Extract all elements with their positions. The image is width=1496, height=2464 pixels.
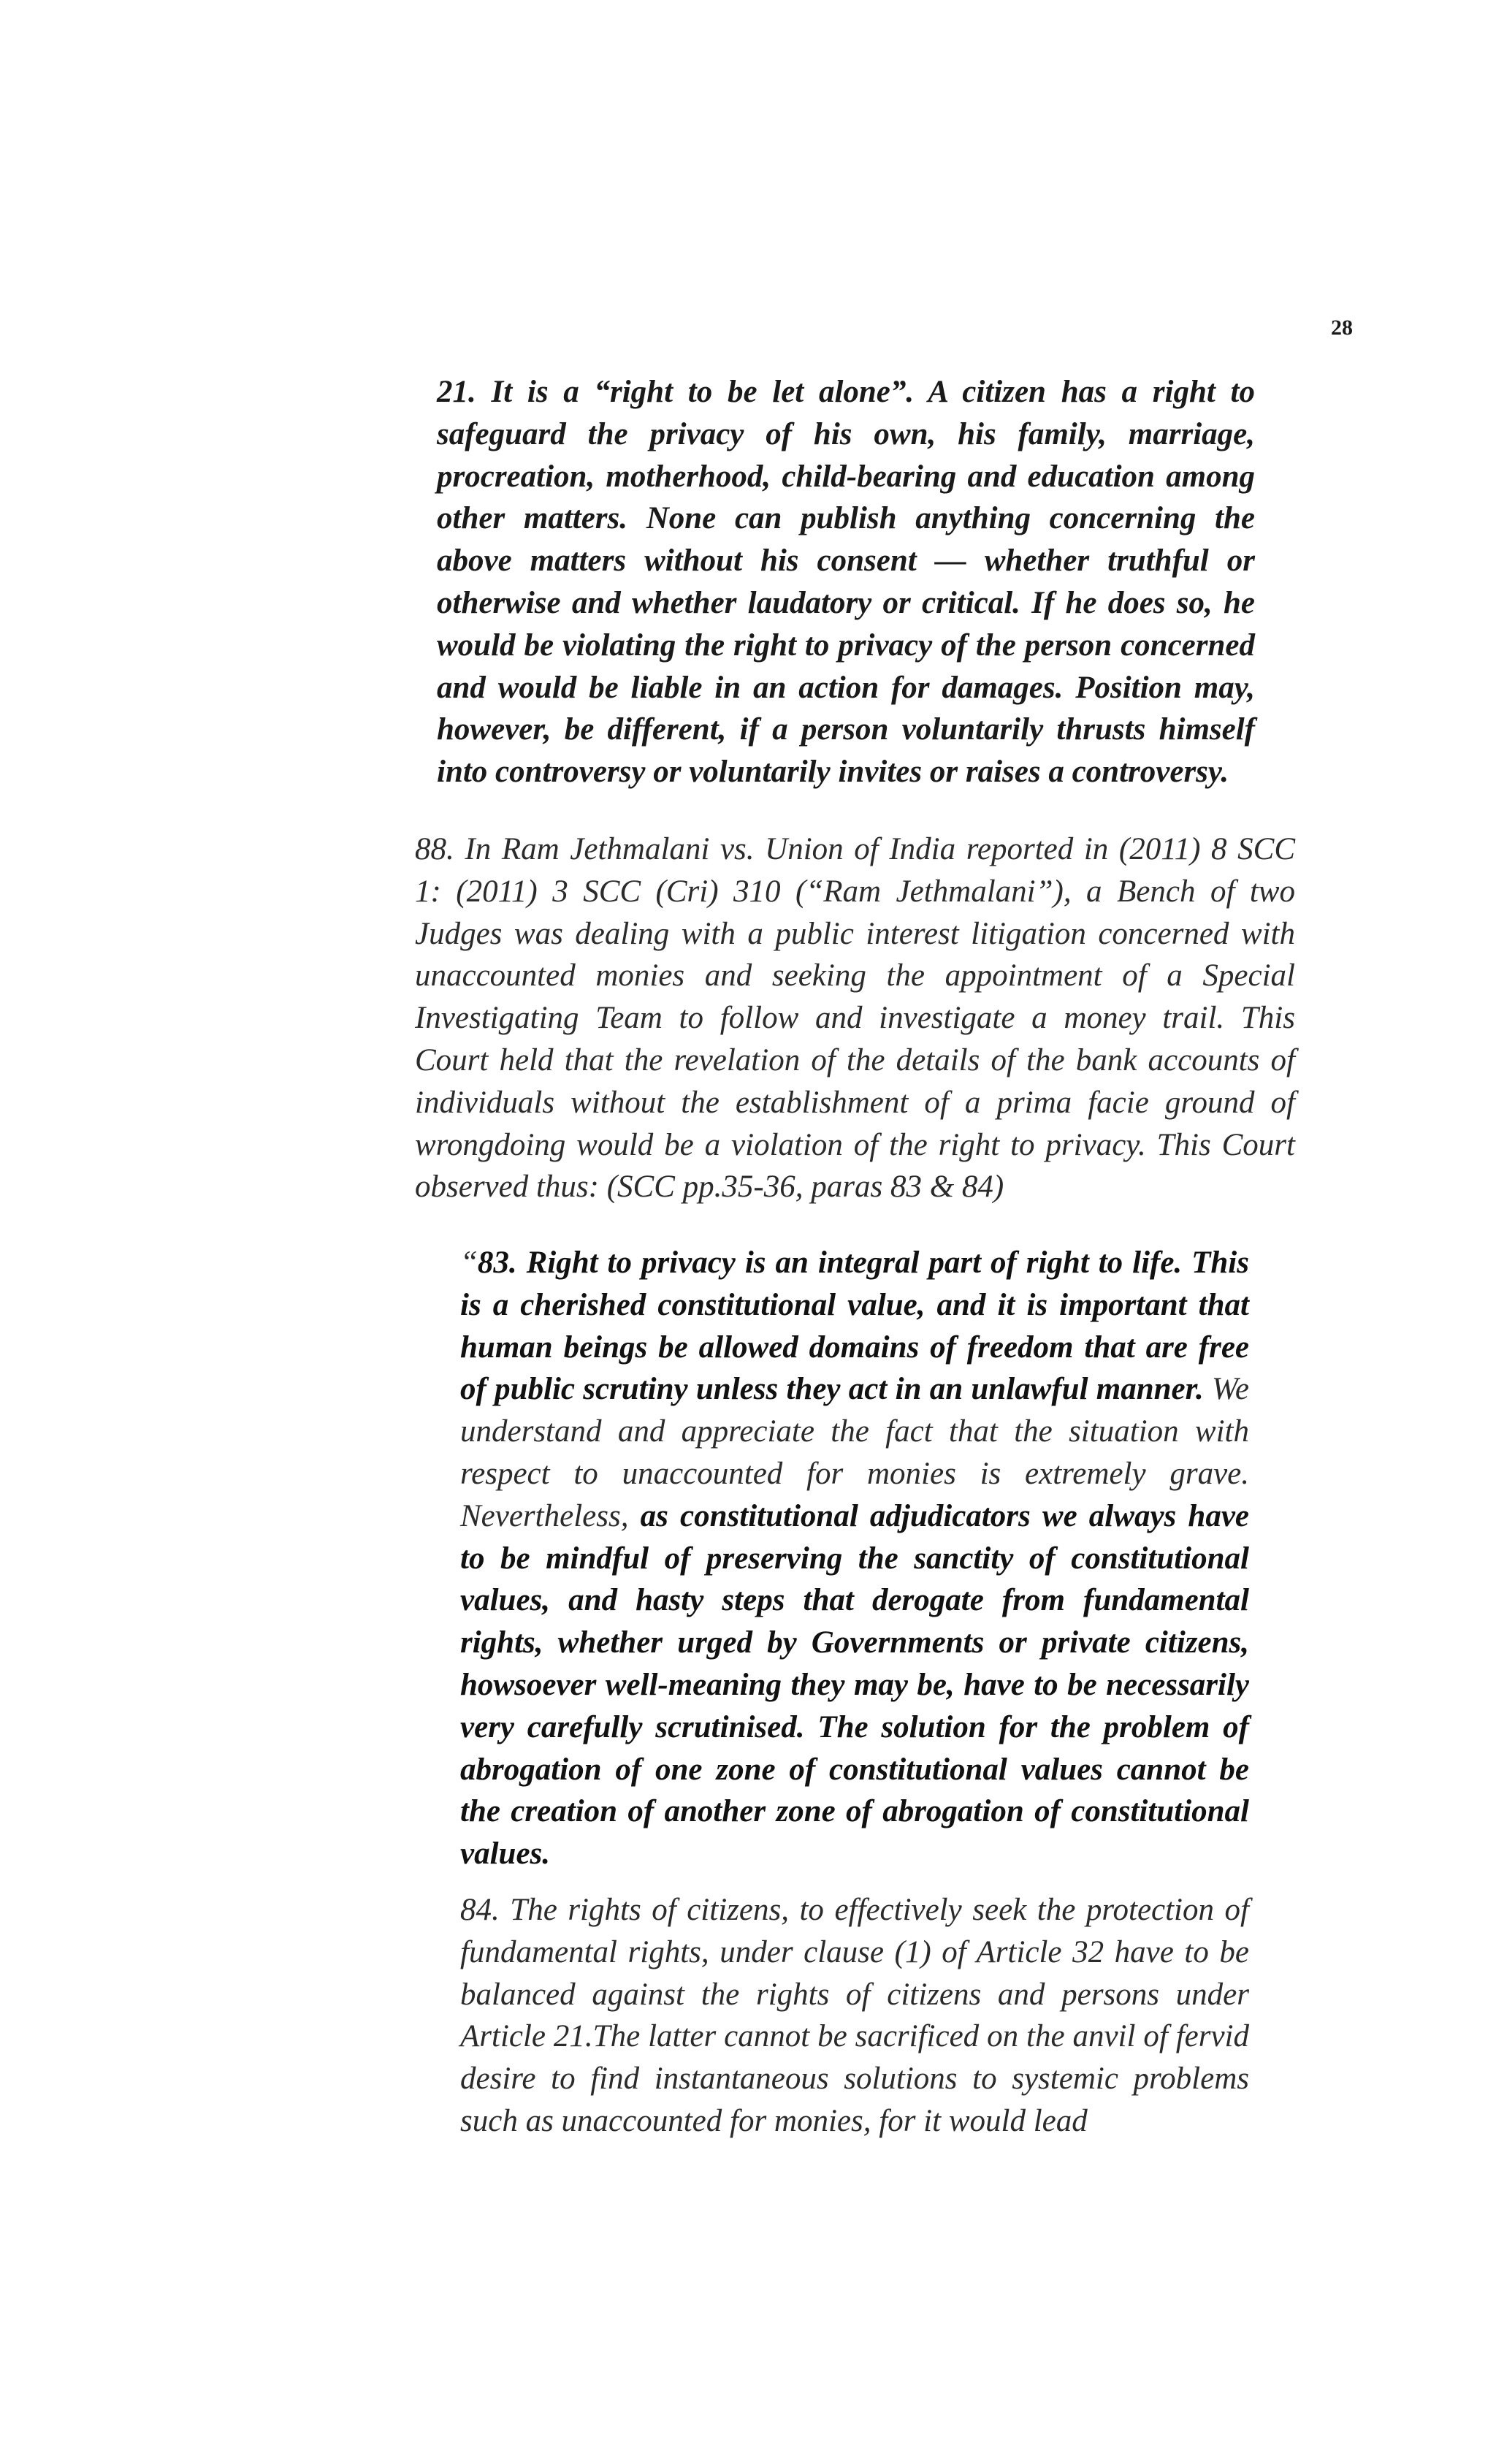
- quoted-paragraph-84: 84. The rights of citizens, to effectively seek the protection of fundamental rights, under clause (1) of Article 32 have to be balanced against the rights of citizens and persons under Article 21.The latter cannot be sacrificed on the anvil of fervid desire to find instantaneous solutions to systemic problems such as unaccounted for monies, for it would lead: [460, 1893, 1249, 2138]
- quoted-paragraph-83: [460, 1242, 1249, 1875]
- opening-quote: “: [460, 1246, 478, 1280]
- paragraph-88: 88. In Ram Jethmalani vs. Union of India reported in (2011) 8 SCC 1: (2011) 3 SCC (Cri) 310 (“Ram Jethmalani”), a Bench of two Judges was dealing with a public interest litigation concerned with unaccounted monies and seeking the appointment of a Special Investigating Team to follow and investigate a money trail. This Court held that the revelation of the details of the bank accounts of individuals without the establishment of a prima facie ground of wrongdoing would be a violation of the right to privacy. This Court observed thus: (SCC pp.35-36, paras 83 & 84): [415, 832, 1295, 1205]
- quote-83-plain-middle: We understand and appreciate the fact that the situation with respect to unaccounted for monies is extremely grave. Nevertheless,: [460, 1372, 1249, 1533]
- quote-83-bold-conclusion: as constitutional adjudicators we always have to be mindful of preserving the sanctity of constitutional values, and hasty steps that derogate from fundamental rights, whether urged by Governments or private citizens, howsoever well-meaning they may be, have to be necessarily very carefully scrutinised. The solution for the problem of abrogation of one zone of constitutional values cannot be the creation of another zone of abrogation of constitutional values.: [460, 1498, 1250, 1872]
- quoted-paragraph-21: 21. It is a “right to be let alone”. A citizen has a right to safeguard the privacy of his own, his family, marriage, procreation, motherhood, child-bearing and education among other matters. None can publish anything concerning the above matters without his consent — whether truthful or otherwise and whether laudatory or critical. If he does so, he would be violating the right to privacy of the person concerned and would be liable in an action for damages. Position may, however, be different, if a person voluntarily thrusts himself into controversy or voluntarily invites or raises a controversy.: [437, 375, 1255, 790]
- page-number: 28: [1331, 316, 1353, 340]
- quote-83-bold-intro: 83. Right to privacy is an integral part of right to life. This is a cherished constitutional value, and it is important that human beings be allowed domains of freedom that are free of public scrutiny unless they act in an unlawful manner.: [460, 1246, 1249, 1407]
